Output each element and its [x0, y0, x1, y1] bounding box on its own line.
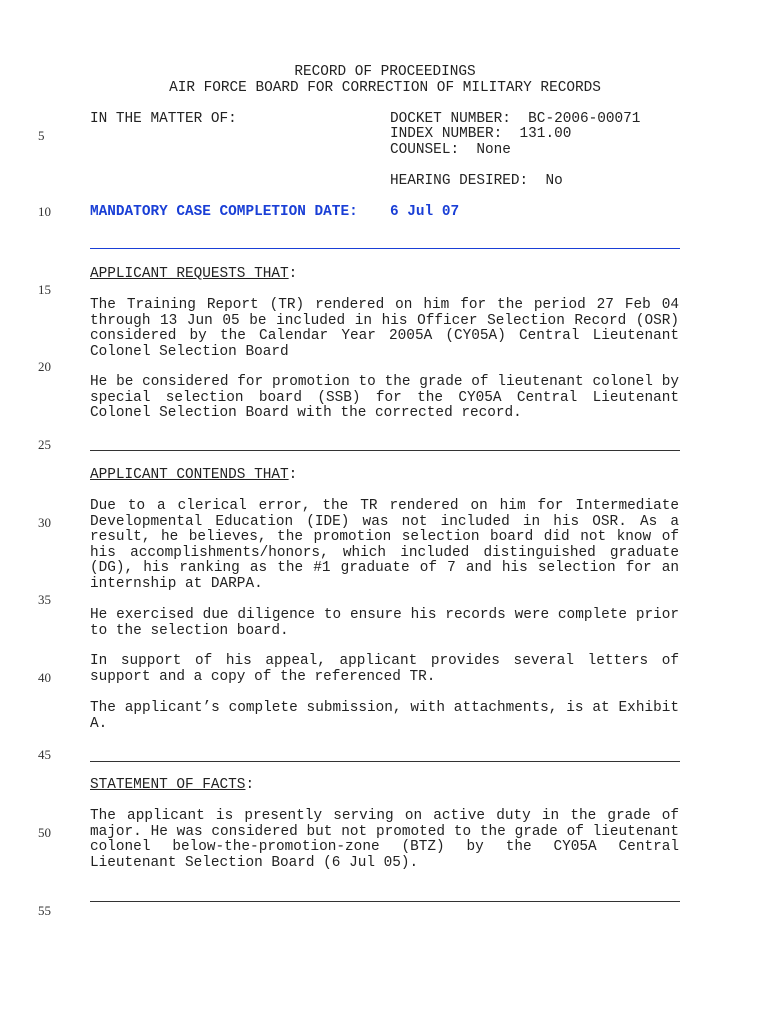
requests-heading-text: APPLICANT REQUESTS THAT: [90, 266, 289, 282]
divider-1: [90, 248, 680, 249]
facts-heading-text: STATEMENT OF FACTS: [90, 777, 246, 793]
requests-paragraph-2: He be considered for promotion to the grade of lieutenant colonel by special selection board (SSB) for the CY05A Central Lieutenant Colonel Selection Board with the corrected record.: [90, 374, 679, 421]
hearing-desired: HEARING DESIRED: No: [390, 173, 563, 189]
line-number-50: 50: [38, 825, 51, 840]
contends-paragraph-1: Due to a clerical error, the TR rendered on him for Intermediate Developmental Education (IDE) was not included in his OSR. As a result, he believes, the promotion selection board did not know of his accomplishments/honors, which included distinguished graduate (DG), his ranking as the #1 graduate of 7 and his selection for an internship at DARPA.: [90, 498, 679, 592]
line-number-30: 30: [38, 515, 51, 530]
line-number-40: 40: [38, 670, 51, 685]
line-number-10: 10: [38, 204, 51, 219]
divider-2: [90, 450, 680, 451]
contends-heading-text: APPLICANT CONTENDS THAT: [90, 467, 289, 483]
contends-heading: APPLICANT CONTENDS THAT:: [90, 467, 298, 483]
completion-date-label: MANDATORY CASE COMPLETION DATE:: [90, 204, 358, 220]
divider-4: [90, 901, 680, 902]
facts-paragraph-1: The applicant is presently serving on active duty in the grade of major. He was considered but not promoted to the grade of lieutenant colonel below-the-promotion-zone (BTZ) by the CY05A Central Lieutenant Selection Board (6 Jul 05).: [90, 808, 679, 871]
line-number-20: 20: [38, 359, 51, 374]
completion-date: 6 Jul 07: [390, 204, 460, 220]
record-title: RECORD OF PROCEEDINGS: [294, 64, 476, 80]
line-number-5: 5: [38, 128, 45, 143]
board-title: AIR FORCE BOARD FOR CORRECTION OF MILITARY RECORDS: [169, 80, 601, 96]
line-number-35: 35: [38, 592, 51, 607]
line-number-25: 25: [38, 437, 51, 452]
facts-heading: STATEMENT OF FACTS:: [90, 777, 255, 793]
matter-label: IN THE MATTER OF:: [90, 111, 237, 127]
contends-paragraph-2: He exercised due diligence to ensure his records were complete prior to the selection board.: [90, 607, 679, 639]
line-number-45: 45: [38, 747, 51, 762]
counsel: COUNSEL: None: [390, 142, 511, 158]
requests-paragraph-1: The Training Report (TR) rendered on him for the period 27 Feb 04 through 13 Jun 05 be included in his Officer Selection Record (OSR) considered by the Calendar Year 2005A (CY05A) Central Lieutenant Colonel Selection Board: [90, 297, 679, 360]
divider-3: [90, 761, 680, 762]
docket-number: DOCKET NUMBER: BC-2006-00071: [390, 111, 641, 127]
contends-paragraph-4: The applicant’s complete submission, with attachments, is at Exhibit A.: [90, 700, 679, 732]
requests-heading: APPLICANT REQUESTS THAT:: [90, 266, 298, 282]
line-number-55: 55: [38, 903, 51, 918]
line-number-15: 15: [38, 282, 51, 297]
index-number: INDEX NUMBER: 131.00: [390, 126, 572, 142]
contends-paragraph-3: In support of his appeal, applicant provides several letters of support and a copy of the referenced TR.: [90, 653, 679, 685]
